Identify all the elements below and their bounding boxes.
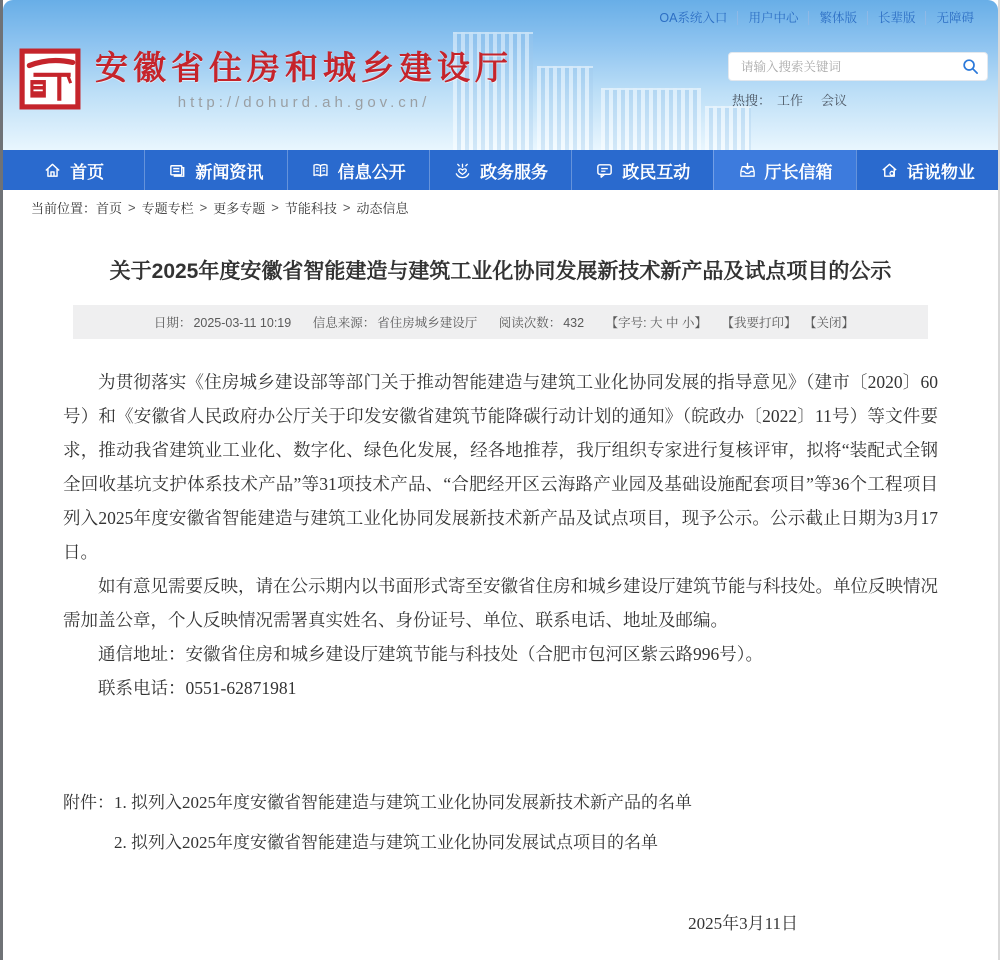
hot-search-label: 热搜： — [732, 93, 772, 108]
site-brand[interactable] — [19, 48, 513, 111]
font-size-suffix: 】 — [694, 316, 708, 330]
breadcrumb-special-columns[interactable]: 专题专栏 — [141, 201, 194, 216]
breadcrumb-separator: > — [342, 200, 351, 215]
nav-label: 厅长信箱 — [764, 162, 833, 182]
user-center-link[interactable]: 用户中心 — [737, 11, 808, 25]
hot-term-meeting[interactable]: 会议 — [821, 93, 848, 108]
hot-search — [728, 90, 988, 109]
nav-label: 话说物业 — [906, 162, 975, 182]
font-size-control — [606, 316, 707, 330]
breadcrumb-label: 当前位置： — [31, 201, 97, 216]
oa-entry-link[interactable]: OA系统入口 — [659, 11, 728, 25]
search-box — [728, 52, 988, 81]
nav-item-interaction[interactable] — [571, 150, 713, 190]
font-size-large-button[interactable]: 大 — [650, 316, 663, 330]
article-content — [3, 257, 998, 960]
font-size-prefix: 【字号: — [605, 316, 651, 330]
nav-label: 政务服务 — [479, 162, 548, 182]
attachments-label: 附件： — [63, 793, 114, 812]
site-title: 安徽省住房和城乡建设厅 — [95, 49, 513, 86]
breadcrumb — [3, 190, 998, 225]
breadcrumb-separator: > — [128, 200, 136, 215]
nav-item-home[interactable] — [3, 150, 144, 190]
department-seal-icon — [19, 48, 81, 110]
search-area — [728, 52, 988, 109]
utility-bar — [649, 8, 984, 26]
date-label: 日期： — [153, 316, 192, 330]
info-icon — [311, 161, 330, 180]
home-icon — [43, 161, 62, 180]
search-button[interactable] — [962, 58, 979, 75]
breadcrumb-separator: > — [271, 200, 279, 215]
article-title: 关于2025年度安徽省智能建造与建筑工业化协同发展新技术新产品及试点项目的公示 — [109, 260, 892, 283]
paragraph-phone: 联系电话：0551-62871981 — [98, 678, 297, 698]
nav-item-news[interactable] — [144, 150, 286, 190]
date-value: 2025-03-11 10:19 — [193, 316, 292, 330]
nav-item-info-disclosure[interactable] — [287, 150, 429, 190]
attachment-link-1[interactable]: 1. 拟列入2025年度安徽省智能建造与建筑工业化协同发展新技术新产品的名单 — [114, 793, 692, 812]
attachment-link-2[interactable]: 2. 拟列入2025年度安徽省智能建造与建筑工业化协同发展试点项目的名单 — [114, 833, 658, 852]
nav-label: 新闻资讯 — [195, 162, 264, 182]
attachments — [63, 783, 938, 863]
paragraph-2: 如有意见需要反映，请在公示期内以书面形式寄至安徽省住房和城乡建设厅建筑节能与科技处。单位反映情况需加盖公章，个人反映情况需署真实姓名、身份证号、单位、联系电话、地址及邮编。 — [63, 576, 938, 630]
article-body — [63, 365, 938, 705]
nav-label: 政民互动 — [622, 162, 691, 182]
nav-item-services[interactable] — [429, 150, 571, 190]
print-button[interactable]: 【我要打印】 — [721, 316, 797, 330]
paragraph-address: 通信地址：安徽省住房和城乡建设厅建筑节能与科技处（合肥市包河区紫云路996号）。 — [98, 644, 763, 664]
breadcrumb-home[interactable]: 首页 — [96, 201, 123, 216]
nav-item-property-talk[interactable] — [856, 150, 998, 190]
publish-date: 2025年3月11日 — [688, 914, 798, 933]
main-nav — [3, 150, 998, 190]
property-icon — [880, 161, 899, 180]
paragraph-1: 为贯彻落实《住房城乡建设部等部门关于推动智能建造与建筑工业化协同发展的指导意见》（建市〔2020〕60号）和《安徽省人民政府办公厅关于印发安徽省建筑节能降碳行动计划的通知》（皖政办〔2022〕11号）等文件要求，推动我省建筑业工业化、数字化、绿色化发展，经各地推荐，我厅组织专家进行复核评审，拟将“装配式全钢全回收基坑支护体系技术产品”等31项技术产品、“合肥经开区云海路产业园及基础设施配套项目”等36个工程项目列入2025年度安徽省智能建造与建筑工业化协同发展新技术新产品及试点项目，现予公示。公示截止日期为3月17日。 — [63, 372, 938, 562]
font-size-small-button[interactable]: 小 — [682, 316, 695, 330]
nav-item-director-mailbox[interactable] — [713, 150, 855, 190]
traditional-chinese-link[interactable]: 繁体版 — [808, 11, 867, 25]
news-icon — [168, 161, 187, 180]
close-button[interactable]: 【关闭】 — [804, 316, 855, 330]
source-label: 信息来源： — [312, 316, 376, 330]
nav-label: 首页 — [70, 162, 105, 182]
breadcrumb-energy-tech[interactable]: 节能科技 — [284, 201, 337, 216]
search-icon — [962, 58, 979, 75]
breadcrumb-more-topics[interactable]: 更多专题 — [213, 201, 266, 216]
service-icon — [453, 161, 472, 180]
search-input[interactable] — [741, 60, 962, 74]
hot-term-work[interactable]: 工作 — [777, 93, 804, 108]
site-header — [3, 0, 998, 150]
mailbox-icon — [738, 161, 757, 180]
elderly-version-link[interactable]: 长辈版 — [867, 11, 926, 25]
font-size-medium-button[interactable]: 中 — [666, 316, 679, 330]
nav-label: 信息公开 — [337, 162, 406, 182]
breadcrumb-separator: > — [199, 200, 208, 215]
breadcrumb-dynamic-info[interactable]: 动态信息 — [356, 201, 409, 216]
site-url: http://dohurd.ah.gov.cn/ — [177, 94, 431, 111]
source-value: 省住房城乡建设厅 — [377, 316, 478, 330]
views-label: 阅读次数： — [498, 316, 562, 330]
views-value: 432 — [563, 316, 585, 330]
article-meta-bar — [73, 305, 928, 339]
interact-icon — [595, 161, 614, 180]
accessibility-link[interactable]: 无障碍 — [925, 11, 984, 25]
